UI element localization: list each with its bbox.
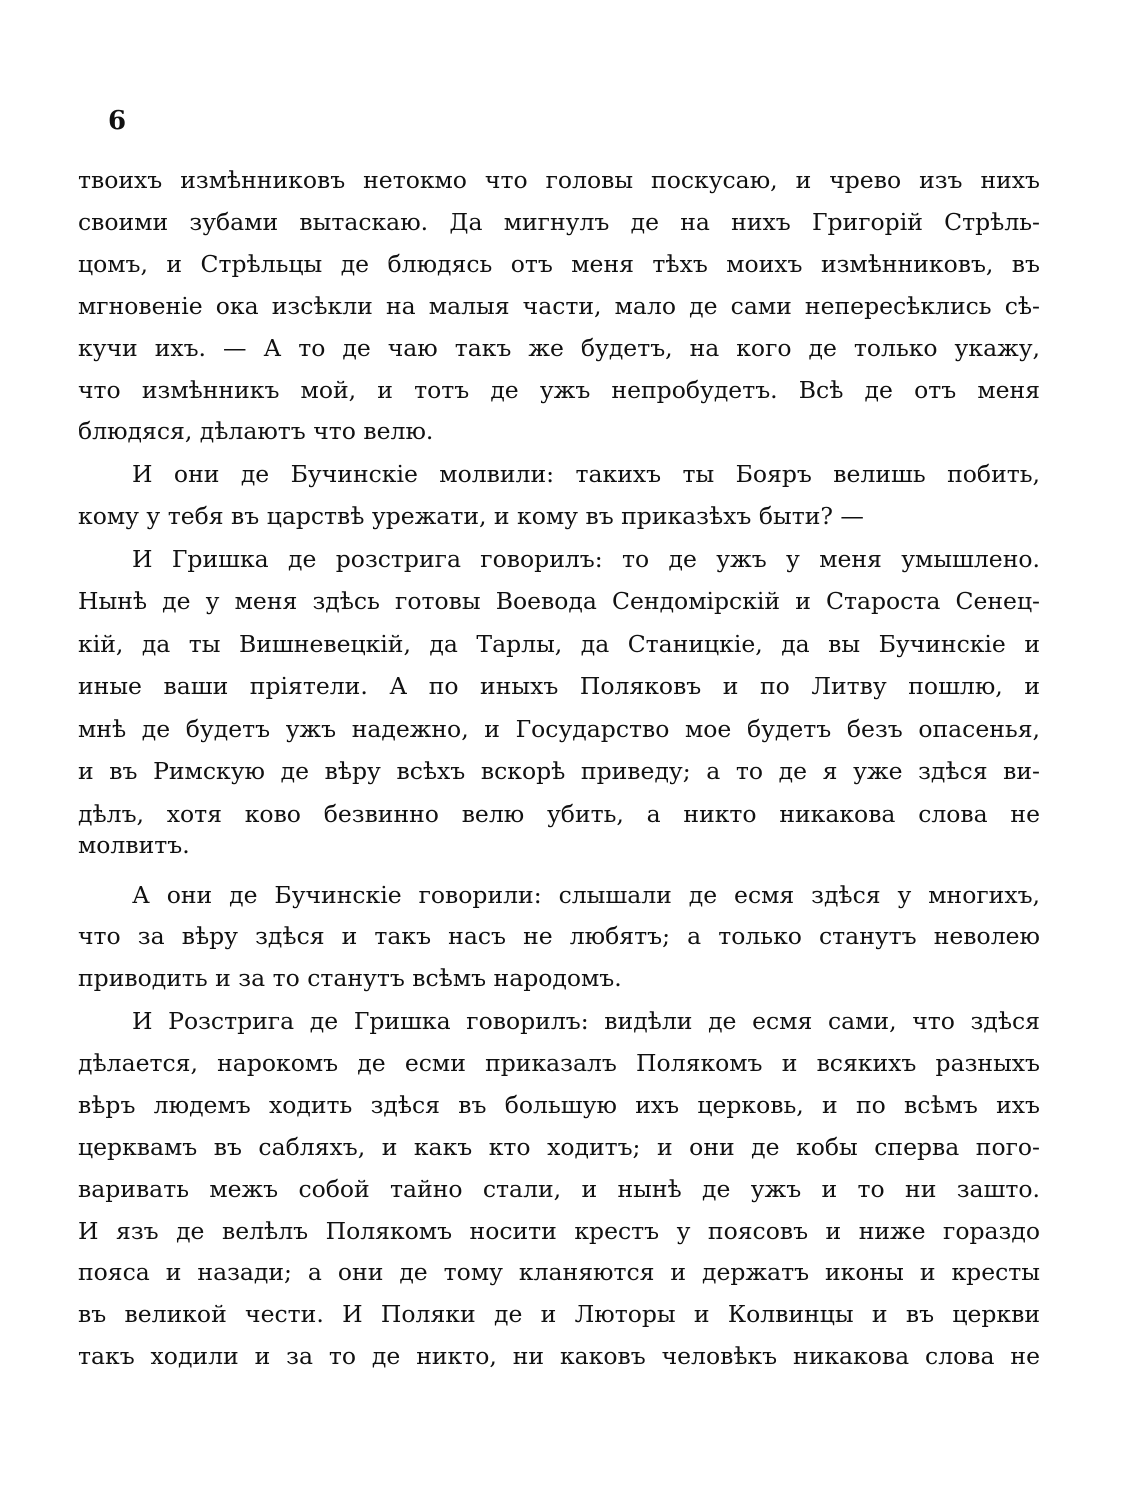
page-number: 6 — [108, 106, 127, 136]
text-line: приводить и за то станутъ всѣмъ народомъ. — [78, 964, 622, 992]
text-line: кучи ихъ. — А то де чаю такъ же будетъ, на кого де только укажу, — [78, 334, 1040, 362]
text-line: своими зубами вытаскаю. Да мигнулъ де на нихъ Григорій Стрѣль- — [78, 208, 1040, 236]
text-line: блюдяся, дѣлаютъ что велю. — [78, 417, 434, 445]
text-line: вѣръ людемъ ходить здѣся въ большую ихъ церковь, и по всѣмъ ихъ — [78, 1091, 1040, 1119]
text-line: цомъ, и Стрѣльцы де блюдясь отъ меня тѣхъ моихъ измѣнниковъ, въ — [78, 250, 1040, 278]
text-line: И они де Бучинскіе молвили: такихъ ты Бояръ велишь побить, — [132, 460, 1040, 488]
text-line: И Розстрига де Гришка говорилъ: видѣли де есмя сами, что здѣся — [132, 1007, 1040, 1035]
text-line: такъ ходили и за то де никто, ни каковъ человѣкъ никакова слова не — [78, 1342, 1040, 1370]
text-line: молвитъ. — [78, 831, 190, 859]
text-line: въ великой чести. И Поляки де и Люторы и Колвинцы и въ церкви — [78, 1300, 1040, 1328]
text-line: мгновеніе ока изсѣкли на малыя части, мало де сами непересѣклись сѣ- — [78, 292, 1040, 320]
text-line: кій, да ты Вишневецкій, да Тарлы, да Станицкіе, да вы Бучинскіе и — [78, 630, 1040, 658]
text-line: варивать межъ собой тайно стали, и нынѣ де ужъ и то ни зашто. — [78, 1175, 1040, 1203]
text-line: И язъ де велѣлъ Полякомъ носити крестъ у поясовъ и ниже гораздо — [78, 1217, 1040, 1245]
text-line: мнѣ де будетъ ужъ надежно, и Государство мое будетъ безъ опасенья, — [78, 715, 1040, 743]
text-line: кому у тебя въ царствѣ урежати, и кому въ приказѣхъ быти? — — [78, 502, 864, 530]
text-line: твоихъ измѣнниковъ нетокмо что головы поскусаю, и чрево изъ нихъ — [78, 166, 1040, 194]
text-line: дѣлается, нарокомъ де есми приказалъ Полякомъ и всякихъ разныхъ — [78, 1049, 1040, 1077]
text-line: и въ Римскую де вѣру всѣхъ вскорѣ приведу; а то де я уже здѣся ви- — [78, 757, 1040, 785]
text-line: иные ваши пріятели. А по иныхъ Поляковъ и по Литву пошлю, и — [78, 672, 1040, 700]
text-line: дѣлъ, хотя ково безвинно велю убить, а никто никакова слова не — [78, 800, 1040, 828]
text-line: что за вѣру здѣся и такъ насъ не любятъ; а только станутъ неволею — [78, 922, 1040, 950]
text-line: что измѣнникъ мой, и тотъ де ужъ непробудетъ. Всѣ де отъ меня — [78, 376, 1040, 404]
text-line: А они де Бучинскіе говорили: слышали де есмя здѣся у многихъ, — [132, 881, 1040, 909]
text-line: И Гришка де розстрига говорилъ: то де ужъ у меня умышлено. — [132, 545, 1040, 573]
text-line: Нынѣ де у меня здѣсь готовы Воевода Сендомірскій и Староста Сенец- — [78, 587, 1040, 615]
text-line: пояса и назади; а они де тому кланяются и держатъ иконы и кресты — [78, 1258, 1040, 1286]
text-line: церквамъ въ сабляхъ, и какъ кто ходитъ; и они де кобы сперва пого- — [78, 1133, 1040, 1161]
